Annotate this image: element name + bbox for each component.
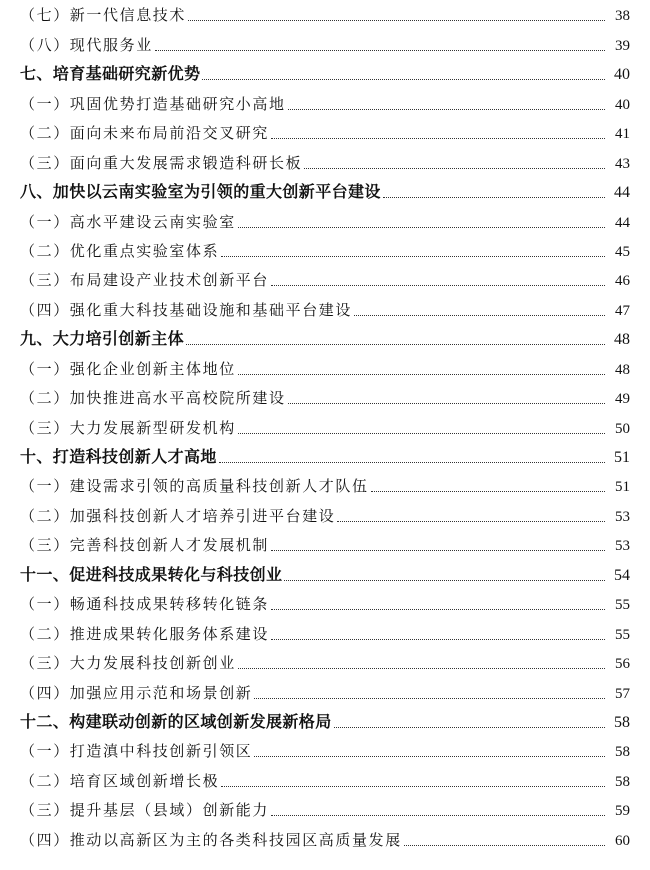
toc-dot-leader <box>383 197 605 198</box>
toc-dot-leader <box>221 786 605 787</box>
toc-dot-leader <box>288 109 605 110</box>
toc-chapter-entry[interactable] <box>20 707 630 736</box>
toc-dot-leader <box>254 756 605 757</box>
toc-entry-title: 七、培育基础研究新优势 <box>20 64 201 84</box>
toc-section-entry[interactable] <box>20 412 630 441</box>
toc-section-entry[interactable] <box>20 0 630 29</box>
toc-dot-leader <box>219 462 605 463</box>
toc-page-number: 43 <box>615 155 630 172</box>
toc-dot-leader <box>238 374 605 375</box>
toc-dot-leader <box>271 609 605 610</box>
toc-entry-title: （七）新一代信息技术 <box>20 6 187 25</box>
toc-chapter-entry[interactable] <box>20 442 630 471</box>
toc-page-number: 55 <box>615 597 630 614</box>
toc-dot-leader <box>188 20 605 21</box>
toc-entry-title: （三）大力发展新型研发机构 <box>20 418 236 437</box>
toc-dot-leader <box>271 639 605 640</box>
toc-chapter-entry[interactable] <box>20 324 630 353</box>
toc-section-entry[interactable] <box>20 648 630 677</box>
toc-dot-leader <box>337 521 605 522</box>
toc-entry-title: （二）优化重点实验室体系 <box>20 241 220 260</box>
toc-page-number: 53 <box>615 508 630 525</box>
toc-page-number: 58 <box>615 773 630 790</box>
toc-dot-leader <box>254 698 605 699</box>
toc-entry-title: 十二、构建联动创新的区域创新发展新格局 <box>20 711 332 731</box>
toc-dot-leader <box>238 227 605 228</box>
toc-entry-title: （一）高水平建设云南实验室 <box>20 212 236 231</box>
toc-page-number: 39 <box>615 37 630 54</box>
toc-dot-leader <box>304 168 605 169</box>
toc-dot-leader <box>271 285 605 286</box>
toc-page-number: 44 <box>615 214 630 231</box>
toc-page-number: 50 <box>615 420 630 437</box>
toc-entry-title: （一）建设需求引领的高质量科技创新人才队伍 <box>20 477 369 496</box>
toc-dot-leader <box>271 138 605 139</box>
toc-page-number: 45 <box>615 243 630 260</box>
toc-section-entry[interactable] <box>20 29 630 58</box>
toc-dot-leader <box>354 315 605 316</box>
toc-entry-title: （三）面向重大发展需求锻造科研长板 <box>20 153 303 172</box>
toc-section-entry[interactable] <box>20 824 630 853</box>
toc-page-number: 49 <box>615 391 630 408</box>
toc-dot-leader <box>238 668 605 669</box>
toc-section-entry[interactable] <box>20 353 630 382</box>
toc-section-entry[interactable] <box>20 236 630 265</box>
toc-section-entry[interactable] <box>20 118 630 147</box>
toc-page-number: 60 <box>615 832 630 849</box>
toc-section-entry[interactable] <box>20 147 630 176</box>
toc-entry-title: （一）巩固优势打造基础研究小高地 <box>20 94 286 113</box>
toc-page-number: 44 <box>614 184 630 202</box>
toc-entry-title: （二）面向未来布局前沿交叉研究 <box>20 124 270 143</box>
toc-dot-leader <box>186 344 605 345</box>
toc-section-entry[interactable] <box>20 589 630 618</box>
toc-entry-title: （一）打造滇中科技创新引领区 <box>20 742 253 761</box>
toc-dot-leader <box>284 580 605 581</box>
toc-section-entry[interactable] <box>20 265 630 294</box>
toc-page-number: 54 <box>614 566 630 584</box>
toc-entry-title: （四）推动以高新区为主的各类科技园区高质量发展 <box>20 830 402 849</box>
toc-section-entry[interactable] <box>20 618 630 647</box>
toc-page-number: 58 <box>615 744 630 761</box>
toc-page-number: 47 <box>615 302 630 319</box>
toc-section-entry[interactable] <box>20 765 630 794</box>
toc-dot-leader <box>202 79 605 80</box>
toc-dot-leader <box>371 491 605 492</box>
toc-entry-title: （三）提升基层（县域）创新能力 <box>20 801 270 820</box>
toc-page-number: 40 <box>614 66 630 84</box>
toc-page-number: 46 <box>615 273 630 290</box>
toc-section-entry[interactable] <box>20 88 630 117</box>
toc-entry-title: 九、大力培引创新主体 <box>20 329 185 349</box>
toc-section-entry[interactable] <box>20 471 630 500</box>
toc-entry-title: （三）布局建设产业技术创新平台 <box>20 271 270 290</box>
toc-section-entry[interactable] <box>20 294 630 323</box>
toc-section-entry[interactable] <box>20 795 630 824</box>
toc-dot-leader <box>288 403 605 404</box>
toc-dot-leader <box>155 50 605 51</box>
toc-page-number: 55 <box>615 626 630 643</box>
toc-section-entry[interactable] <box>20 736 630 765</box>
toc-dot-leader <box>334 727 605 728</box>
toc-entry-title: （二）推进成果转化服务体系建设 <box>20 624 270 643</box>
toc-chapter-entry[interactable] <box>20 177 630 206</box>
toc-chapter-entry[interactable] <box>20 559 630 588</box>
toc-entry-title: （四）强化重大科技基础设施和基础平台建设 <box>20 300 353 319</box>
toc-page-number: 59 <box>615 803 630 820</box>
toc-dot-leader <box>271 815 605 816</box>
toc-page-number: 56 <box>615 656 630 673</box>
toc-chapter-entry[interactable] <box>20 59 630 88</box>
toc-page-number: 51 <box>615 479 630 496</box>
toc-entry-title: （一）畅通科技成果转移转化链条 <box>20 595 270 614</box>
toc-entry-title: 十、打造科技创新人才高地 <box>20 447 217 466</box>
toc-entry-title: （三）大力发展科技创新创业 <box>20 654 236 673</box>
toc-entry-title: （一）强化企业创新主体地位 <box>20 359 236 378</box>
toc-section-entry[interactable] <box>20 677 630 706</box>
toc-entry-title: （二）培育区域创新增长极 <box>20 771 220 790</box>
toc-entry-title: 八、加快以云南实验室为引领的重大创新平台建设 <box>20 182 381 202</box>
toc-page-number: 38 <box>615 8 630 25</box>
toc-dot-leader <box>221 256 605 257</box>
toc-page-number: 48 <box>615 361 630 378</box>
toc-page-number: 58 <box>614 713 630 731</box>
toc-section-entry[interactable] <box>20 206 630 235</box>
toc-dot-leader <box>238 433 605 434</box>
toc-section-entry[interactable] <box>20 383 630 412</box>
toc-page-number: 57 <box>615 685 630 702</box>
toc-page-number: 48 <box>614 331 630 349</box>
toc-page-number: 53 <box>615 538 630 555</box>
toc-dot-leader <box>404 845 605 846</box>
toc-entry-title: （三）完善科技创新人才发展机制 <box>20 536 270 555</box>
toc-entry-title: （二）加强科技创新人才培养引进平台建设 <box>20 506 336 525</box>
toc-entry-title: （二）加快推进高水平高校院所建设 <box>20 389 286 408</box>
table-of-contents <box>20 0 630 854</box>
toc-dot-leader <box>271 550 605 551</box>
toc-page-number: 41 <box>615 126 630 143</box>
toc-page-number: 51 <box>614 449 630 466</box>
toc-entry-title: 十一、促进科技成果转化与科技创业 <box>20 564 283 584</box>
toc-section-entry[interactable] <box>20 500 630 529</box>
toc-section-entry[interactable] <box>20 530 630 559</box>
toc-entry-title: （八）现代服务业 <box>20 35 153 54</box>
toc-entry-title: （四）加强应用示范和场景创新 <box>20 683 253 702</box>
toc-page-number: 40 <box>615 96 630 113</box>
